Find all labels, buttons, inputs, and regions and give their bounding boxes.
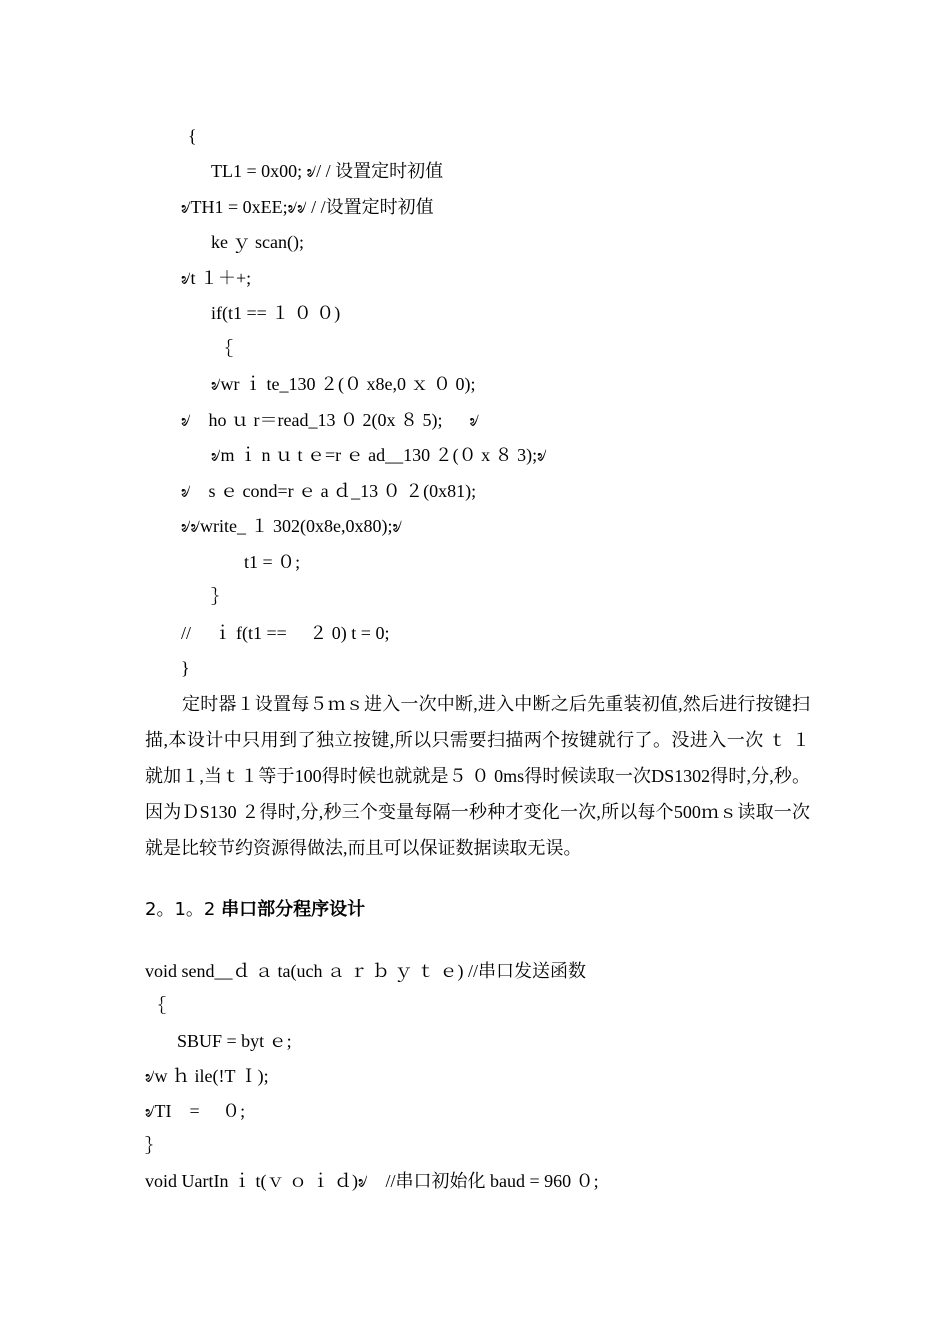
code-line: if(t1 == １ ０ ０) (211, 303, 341, 323)
body-paragraph: 定时器１设置每５ｍｓ进入一次中断,进入中断之后先重装初值,然后进行按键扫描,本设计中只用到了独立按键,所以只需要扫描两个按键就行了。没进入一次 ｔ １就加１,当ｔ１等于100得时候也就就是５ ０ 0ms得时候读取一次DS1302得时,分,秒。因为ＤS130 ２得时,分,秒三个变量每隔一秒种才变化一次,所以每个500ｍｓ读取一次就是比较节约资源得做法,而且可以保证数据读取无误。 (145, 694, 810, 858)
section-number: 2。1。2 (145, 899, 216, 920)
code-line: t1 = ０; (244, 552, 301, 572)
code-line: ｛ (215, 339, 233, 359)
code-line: ৶৶write_ １ 302(0x8e,0x80);৶ (181, 516, 402, 536)
code-line: ৶ s ｅ cond=r ｅ a ｄ_13 ０ ２(0x81); (181, 481, 477, 501)
code-line: SBUF = byt ｅ; (177, 1031, 292, 1051)
code-line: ｝ (145, 1136, 163, 1156)
section-heading (145, 898, 365, 922)
code-line: ke ｙ scan(); (211, 232, 304, 252)
code-line: void UartIn ｉ t(ｖ ｏ ｉ ｄ)৶ //串口初始化 baud = 960 ０; (145, 1171, 599, 1191)
code-line: ৶wr ｉ te_130 ２(０ x8e,0 ｘ ０ 0); (211, 374, 476, 394)
code-line: ৶w ｈ ile(!T Ｉ); (145, 1066, 269, 1086)
code-line: ৶t １＋+; (181, 268, 252, 288)
code-line: ｝ (211, 587, 229, 607)
code-line: void send__ｄ ａ ta(uch ａ ｒ ｂ ｙ ｔ ｅ) //串口发送函数 (145, 961, 586, 981)
code-line: // ｉ f(t1 == ２ 0) t = 0; (181, 623, 390, 643)
code-line: ৶TI = ０; (145, 1101, 246, 1121)
code-line: } (181, 658, 190, 678)
code-line: { (188, 126, 197, 146)
code-line: ৶m ｉ n ｕ t ｅ=r ｅ ad__130 ２(０ x ８ 3);৶ (211, 445, 547, 465)
code-line: TL1 = 0x00; ৶/ / 设置定时初值 (211, 161, 444, 181)
section-title: 串口部分程序设计 (221, 899, 366, 920)
code-line: ৶TH1 = 0xEE;৶৶ / /设置定时初值 (181, 197, 434, 217)
code-line: ৶ ho ｕ r＝read_13 ０ 2(0x ８ 5); ৶ (181, 410, 479, 430)
code-line: ｛ (148, 996, 166, 1016)
